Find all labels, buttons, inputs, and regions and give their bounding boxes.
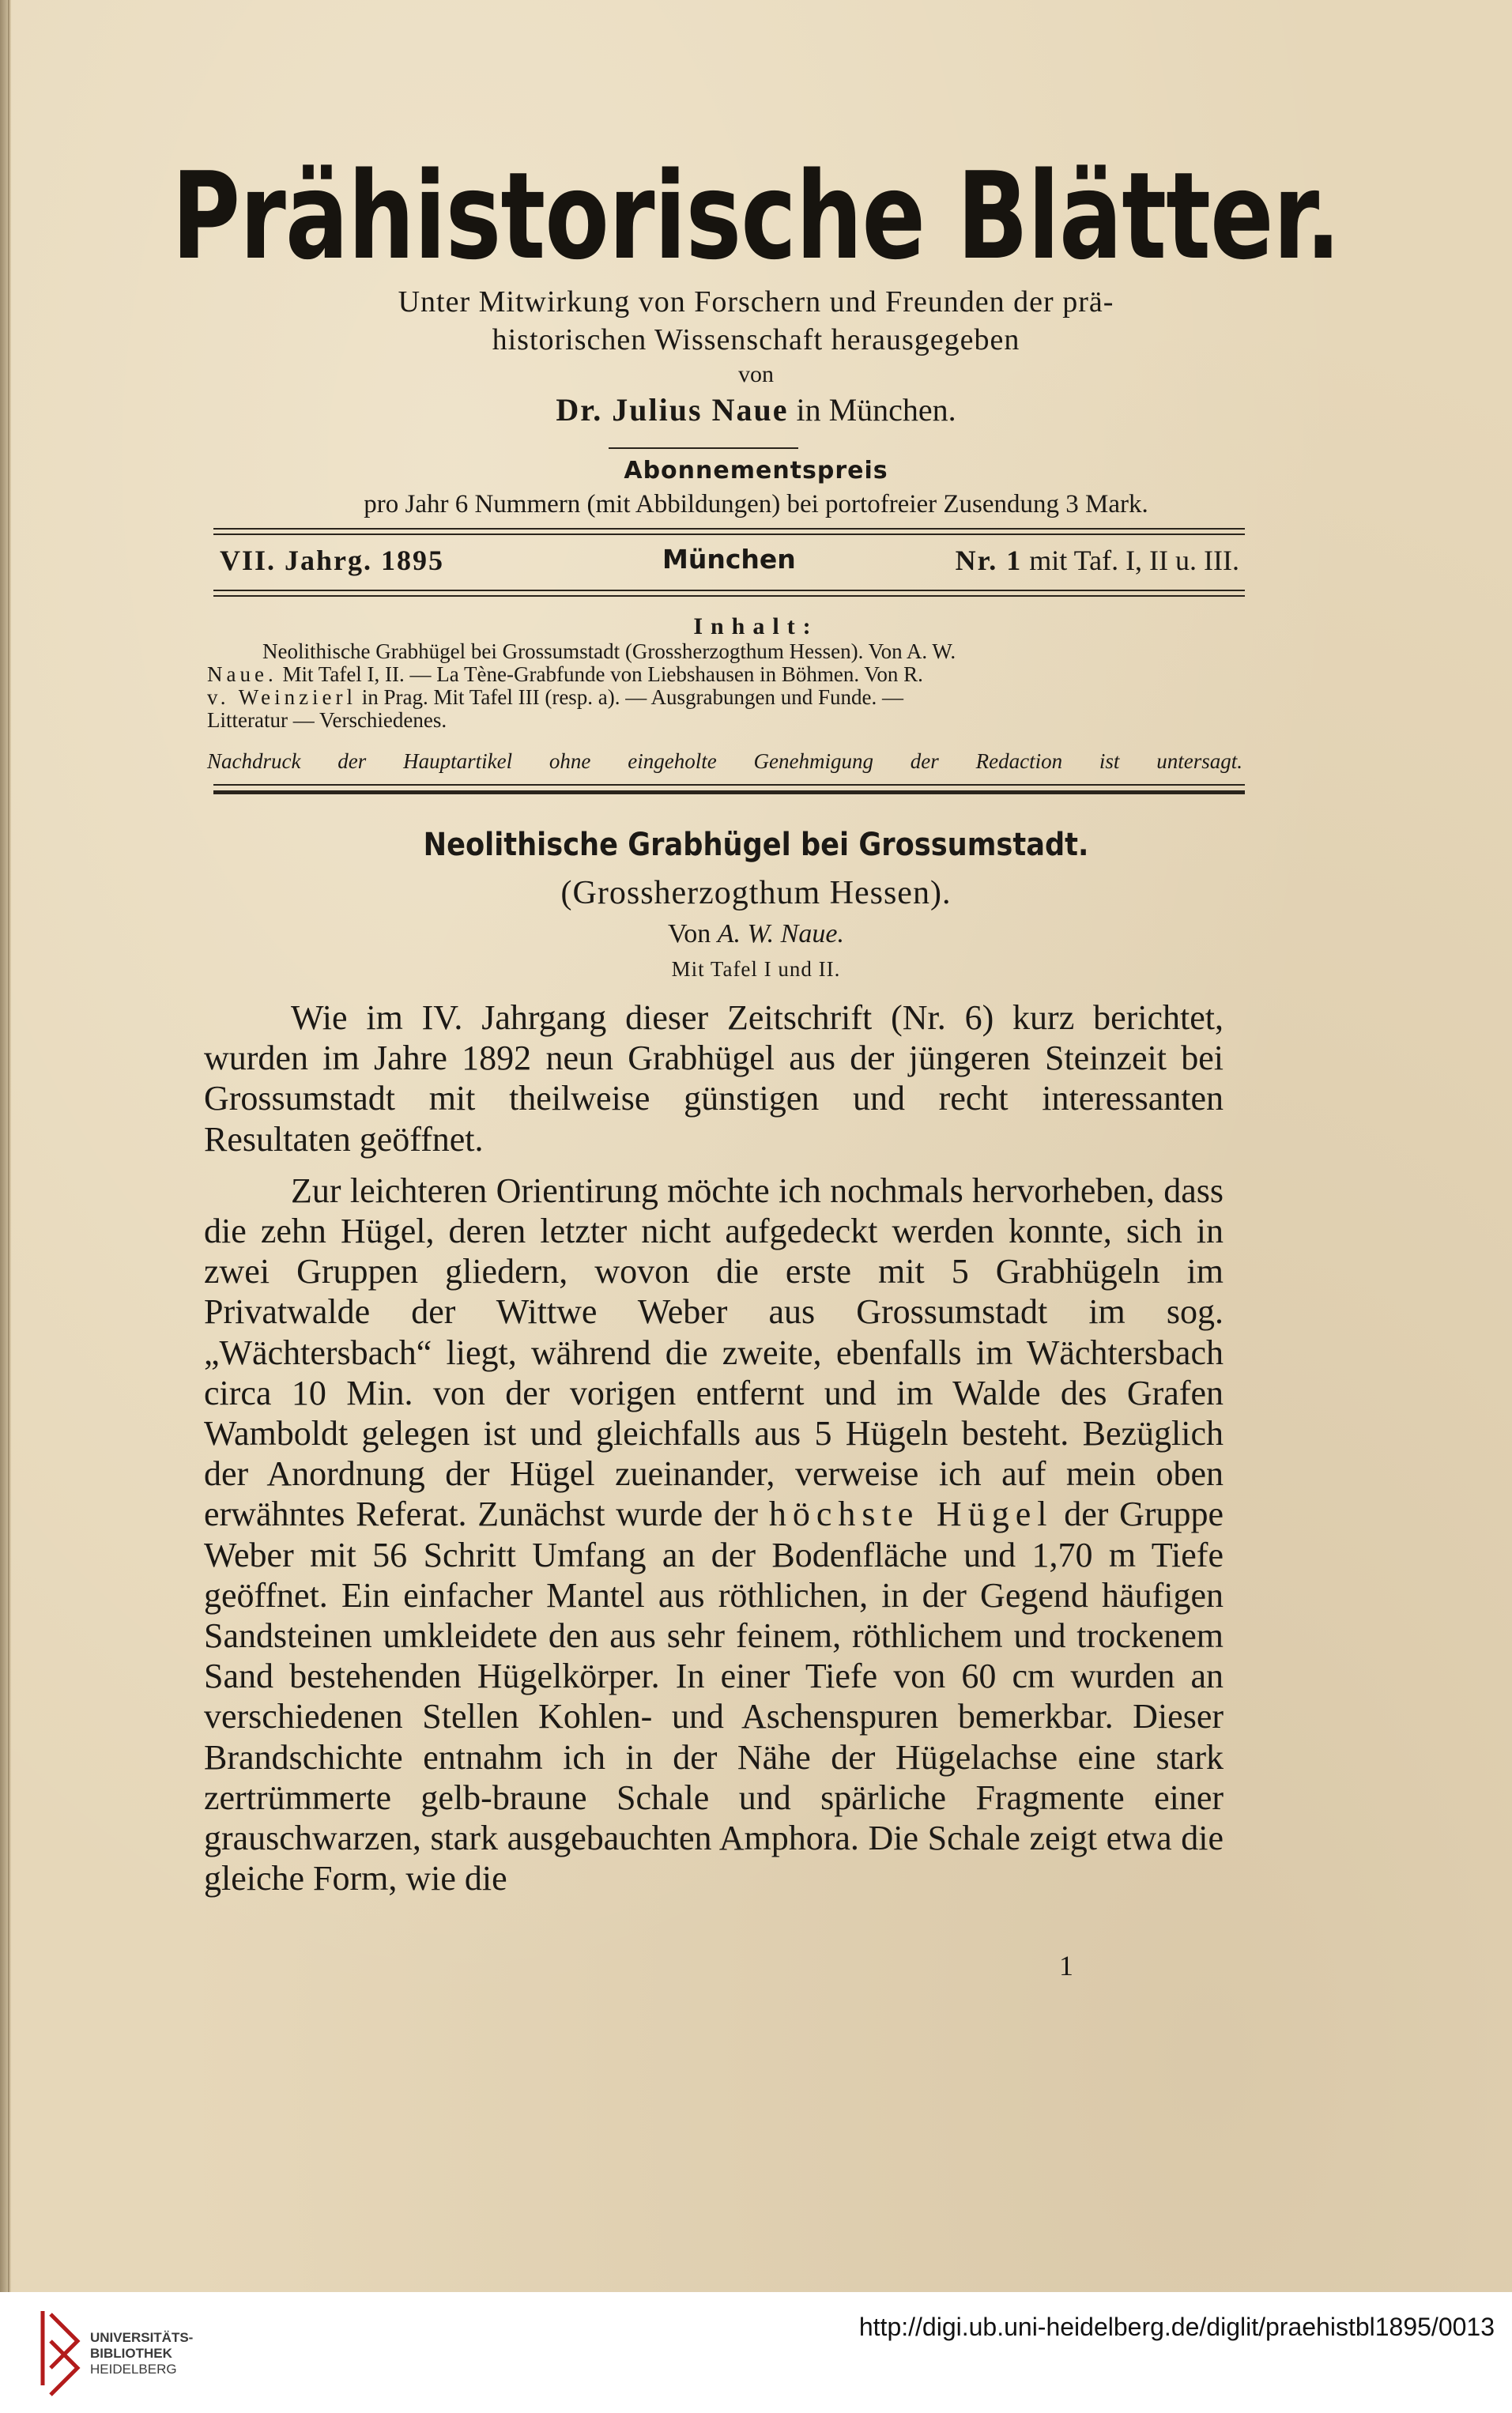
- issue-number-label: Nr. 1: [955, 545, 1023, 576]
- editor-line: [0, 391, 1512, 428]
- article-author: A. W. Naue.: [717, 919, 844, 948]
- article-body: [204, 997, 1224, 1898]
- editor-name: Dr. Julius Naue: [556, 392, 789, 428]
- article-subtitle: (Grossherzogthum Hessen).: [560, 875, 952, 911]
- body-paragraph-2: [204, 1171, 1224, 1899]
- article-author-prefix: Von: [668, 919, 711, 948]
- issue-city: München: [662, 544, 796, 575]
- journal-subtitle-line-2: historischen Wissenschaft herausgegeben: [492, 323, 1020, 356]
- article-plates: Mit Tafel I und II.: [671, 957, 841, 981]
- contents-author-weinzierl: v. Weinzierl: [207, 685, 357, 709]
- university-library-logo-icon: [32, 2306, 87, 2400]
- library-name: [90, 2330, 193, 2377]
- issue-plates: mit Taf. I, II u. III.: [1029, 545, 1239, 576]
- issue-rule-bottom-2: [213, 595, 1245, 597]
- article-author-line: [0, 919, 1512, 949]
- body-paragraph-2-start: Zur leichteren Orientirung möchte ich nochmals hervorheben, dass die zehn Hügel, deren letzter nicht aufgedeckt werden konnte, sich in zwei Gruppen gliedern, wovon die erste mit 5 Grabhügeln im Privatwalde der Wittwe Weber aus Grossumstadt im sog. „Wächtersbach“ liegt, während die zweite, ebenfalls im Wächtersbach circa 10 Min. von der vorigen entfernt und im Walde des Grafen Wamboldt gelegen ist und gleichfalls aus 5 Hügeln besteht. Bezüglich der Anordnung der Hügel zueinander, verweise ich auf mein oben erwähntes Referat. Zunächst wurde der: [204, 1171, 1224, 1534]
- contents-line-2: [207, 663, 1242, 686]
- subscription-text: pro Jahr 6 Nummern (mit Abbildungen) bei portofreier Zusendung 3 Mark.: [364, 490, 1148, 518]
- editor-by: von: [738, 361, 774, 387]
- body-paragraph-2-end: der Gruppe Weber mit 56 Schritt Umfang an der Bodenfläche und 1,70 m Tiefe geöffnet. Ein einfacher Mantel aus röthlichen, in der Gegend häufigen Sandsteinen umkleidete den aus sehr feinem, röthlichem und trockenem Sand bestehenden Hügelkörper. In einer Tiefe von 60 cm wurden an verschiedenen Stellen Kohlen- und Aschenspuren bemerkbar. Dieser Brandschichte entnahm ich in der Nähe der Hügelachse eine stark zertrümmerte gelb-braune Schale und spärliche Fragmente einer grauschwarzen, stark ausgebauchten Amphora. Die Schale zeigt etwa die gleiche Form, wie die: [204, 1495, 1224, 1898]
- contents-title: Inhalt:: [693, 613, 819, 639]
- library-name-line-2: BIBLIOTHEK: [90, 2346, 172, 2361]
- footer-bar: [0, 2292, 1512, 2413]
- header-rule-thick: [213, 790, 1245, 794]
- contents-line-2-text: Mit Tafel I, II. — La Tène-Grabfunde von Liebshausen in Böhmen. Von R.: [282, 662, 923, 686]
- contents-author-naue: Naue.: [207, 662, 277, 686]
- library-name-line-3: HEIDELBERG: [90, 2362, 177, 2377]
- contents-list: [207, 640, 1242, 732]
- issue-rule-top-1: [213, 528, 1245, 530]
- contents-line-3: [207, 686, 1242, 709]
- issue-number: [956, 544, 1239, 577]
- short-divider: [609, 447, 798, 449]
- contents-line-1: Neolithische Grabhügel bei Grossumstadt (Grossherzogthum Hessen). Von A. W.: [262, 639, 956, 663]
- source-url-link[interactable]: http://digi.ub.uni-heidelberg.de/diglit/praehistbl1895/0013: [858, 2313, 1495, 2341]
- issue-info-row: [220, 544, 1239, 585]
- body-spaced-emphasis: höchste Hügel: [768, 1495, 1054, 1534]
- header-rule-thin: [213, 784, 1245, 786]
- article-title: Neolithische Grabhügel bei Grossumstadt.: [423, 827, 1089, 863]
- library-name-line-1: UNIVERSITÄTS-: [90, 2330, 194, 2345]
- editor-place: in München.: [796, 392, 956, 428]
- issue-rule-top-2: [213, 533, 1245, 535]
- journal-subtitle-line-1: Unter Mitwirkung von Forschern und Freunden der prä-: [398, 285, 1114, 319]
- subscription-title: Abonnementspreis: [624, 457, 888, 484]
- contents-line-4: Litteratur — Verschiedenes.: [207, 708, 447, 732]
- issue-year: VII. Jahrg. 1895: [220, 545, 445, 576]
- page-number: 1: [1059, 1950, 1073, 1981]
- contents-line-3-text: in Prag. Mit Tafel III (resp. a). — Ausgrabungen und Funde. —: [361, 685, 904, 709]
- body-paragraph-1: Wie im IV. Jahrgang dieser Zeitschrift (Nr. 6) kurz berichtet, wurden im Jahre 1892 neun Grabhügel aus der jüngeren Steinzeit bei Grossumstadt mit theilweise günstigen und recht interessanten Resultaten geöffnet.: [204, 998, 1224, 1159]
- issue-rule-bottom-1: [213, 590, 1245, 591]
- journal-title: Prähistorische Blätter.: [172, 146, 1340, 286]
- reprint-notice: Nachdruck der Hauptartikel ohne eingeholte Genehmigung der Redaction ist untersagt.: [207, 749, 1242, 773]
